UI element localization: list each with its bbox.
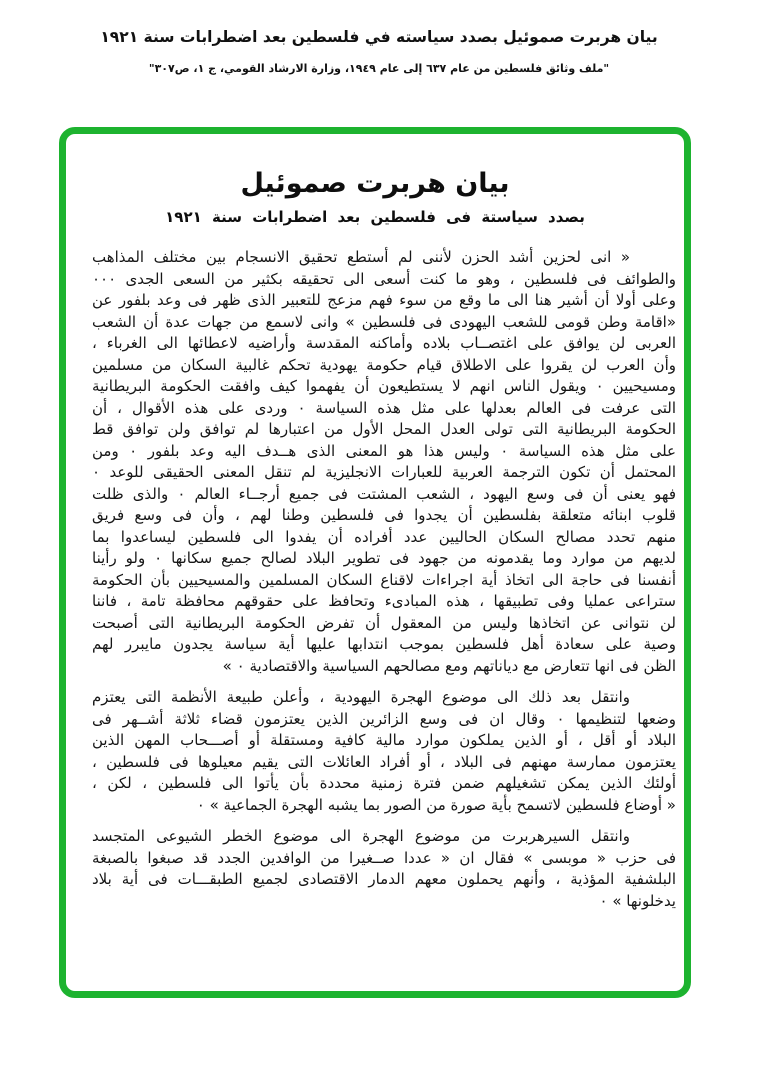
text-line: يدخلونها » ٠ — [599, 891, 676, 910]
page-header-source-citation: "ملف وثائق فلسطين من عام ٦٣٧ إلى عام ١٩٤٩، وزارة الارشاد القومي، ج ١، ص٣٠٧" — [148, 62, 610, 75]
text-line: وانتقل السيرهربرت من موضوع الهجرة الى موضوع الخطر الشيوعى المتجسد — [92, 827, 630, 845]
text-line: والطوائف فى فلسطين ، وهو ما كنت أسعى الى تحقيقه بكثير من السعى الجدى ٠٠٠ — [92, 269, 676, 288]
text-line: فهو يعنى أن فى وسع اليهود ، الشعب المشتت فى جميع أرجــاء العالم ٠ والذى ظلت — [92, 484, 677, 503]
text-line: ستراعى عمليا وفى تطبيقها ، هذه المبادىء وتحافظ على حقوقهم محافظة تامة ، فاننا — [92, 592, 676, 610]
text-line: يعتزمون ممارسة مهنهم فى البلاد ، أو أفراد العائلات التى يقيم معيلوها فى فلسطين ، — [92, 752, 676, 771]
text-line: التى عرفت فى العالم بعدلها على مثل هذه السياسة ٠ وردى على هذه الأقوال ، أن — [92, 398, 676, 417]
document-subtitle: بصدد سياستة فى فلسطين بعد اضطرابات سنة ١٩٢١ — [165, 208, 585, 226]
paragraph — [92, 687, 676, 816]
text-line: وأن العرب لن يقروا على الاطلاق قيام حكومة يهودية تحكم غالبية السكان من مسلمين — [92, 355, 676, 374]
document-body — [92, 247, 676, 912]
text-line: وصية على سعادة أهل فلسطين بموجب انتدابها عليها أية سياسة يجدون مايبرر لهم — [92, 635, 676, 653]
text-line: وضعها لتنظيمها ٠ وقال ان فى وسع الزائرين الذين يعتزمون قضاء ثلاثة أشــهر فى — [92, 709, 676, 728]
text-line: وعلى أولا أن أشير هنا الى ما وقع من سوء فهم مزعج للتعبير الذى ظهر فى وعد بلفور عن — [92, 291, 676, 309]
text-line: منهم تحدد مصالح السكان الحاليين عدد أفراده أن يفدوا الى فلسطين ليساعدوا بما — [92, 527, 676, 546]
text-line: المحتمل أن تكون الترجمة العربية للعبارات الانجليزية لم تنقل المعنى الحقيقى للوعد ٠ — [92, 463, 676, 481]
document-frame — [59, 127, 691, 998]
text-line: الحكومة البريطانية التى تولى العدل المحل الأول من اعتبارها لم توافق ولن توافق قط — [92, 420, 676, 438]
text-line: على مثل هذه السياسة ٠ وليس هذا هو المعنى الذى هــدف اليه وعد بلفور ٠ ومن — [92, 441, 676, 460]
text-line: البلاد أو أقل ، أو الذين يملكون موارد مالية كافية ومستقلة أو أصـــحاب المهن الذين — [92, 731, 676, 749]
text-line: لديهم من موارد وما يقدمونه من جهود فى تطوير البلاد لصالح جميع سكانها ٠ ولو رأينا — [92, 549, 676, 567]
text-line: البلشفية المؤذية ، وأنهم يحملون معهم الدمار الاقتصادى لجميع الطبقـــات فى أية بلاد — [92, 870, 676, 888]
text-line: «اقامة وطن قومى للشعب اليهودى فى فلسطين » وانى لاسمع من جهات عدة أن الشعب — [92, 312, 676, 331]
text-line: أنفسنا فى حاجة الى اتخاذ أية اجراءات لاقناع السكان المسلمين والمسيحيين بأن الحكومة — [92, 570, 676, 589]
text-line: « أوضاع فلسطين لاتسمح بأية صورة من الصور بما يشبه الهجرة الجماعية » ٠ — [196, 795, 676, 814]
text-line: أولئك الذين يمكن تشغيلهم ضمن فترة زمنية محددة بأن يأتوا الى فلسطين ، لكن ، — [92, 774, 676, 792]
text-line: فى حزب « موبسى » فقال ان « عددا صــغيرا من الوافدين الجدد قد صبغوا بالصبغة — [92, 848, 676, 867]
text-line: العربى لن يوافق على اغتصــاب بلاده وأماكنه المقدسة وأراضيه لاعطائها الى الغرباء ، — [92, 334, 676, 352]
page-header-title: بيان هربرت صموئيل بصدد سياسته في فلسطين بعد اضطرابات سنة ١٩٢١ — [100, 28, 658, 46]
text-line: ومسيحيين ٠ ويقول الناس انهم لا يستطيعون أن يفهموا كيف وافقت الحكومة البريطانية — [92, 377, 676, 395]
text-line: الظن فى انها تتعارض مع دياناتهم ومع مصالحهم السياسية والاقتصادية ٠ » — [222, 656, 676, 675]
text-line: قلوب ابنائه متعلقة بفلسطين أن يجدوا فى فلسطين وطنا لهم ، وأن فى وسع فريق — [92, 506, 676, 524]
text-line: لن نتوانى عن اتخاذها وليس من المعقول أن تفرض الحكومة البريطانية التى أصبحت — [92, 613, 676, 632]
document-title: بيان هربرت صموئيل — [240, 168, 510, 199]
text-line: « انى لحزين أشد الحزن لأننى لم أستطع تحقيق الانسجام بين مختلف المذاهب — [92, 248, 630, 266]
paragraph — [92, 826, 676, 912]
paragraph — [92, 247, 676, 677]
text-line: وانتقل بعد ذلك الى موضوع الهجرة اليهودية ، وأعلن طبيعة الأنظمة التى يعتزم — [92, 688, 630, 706]
